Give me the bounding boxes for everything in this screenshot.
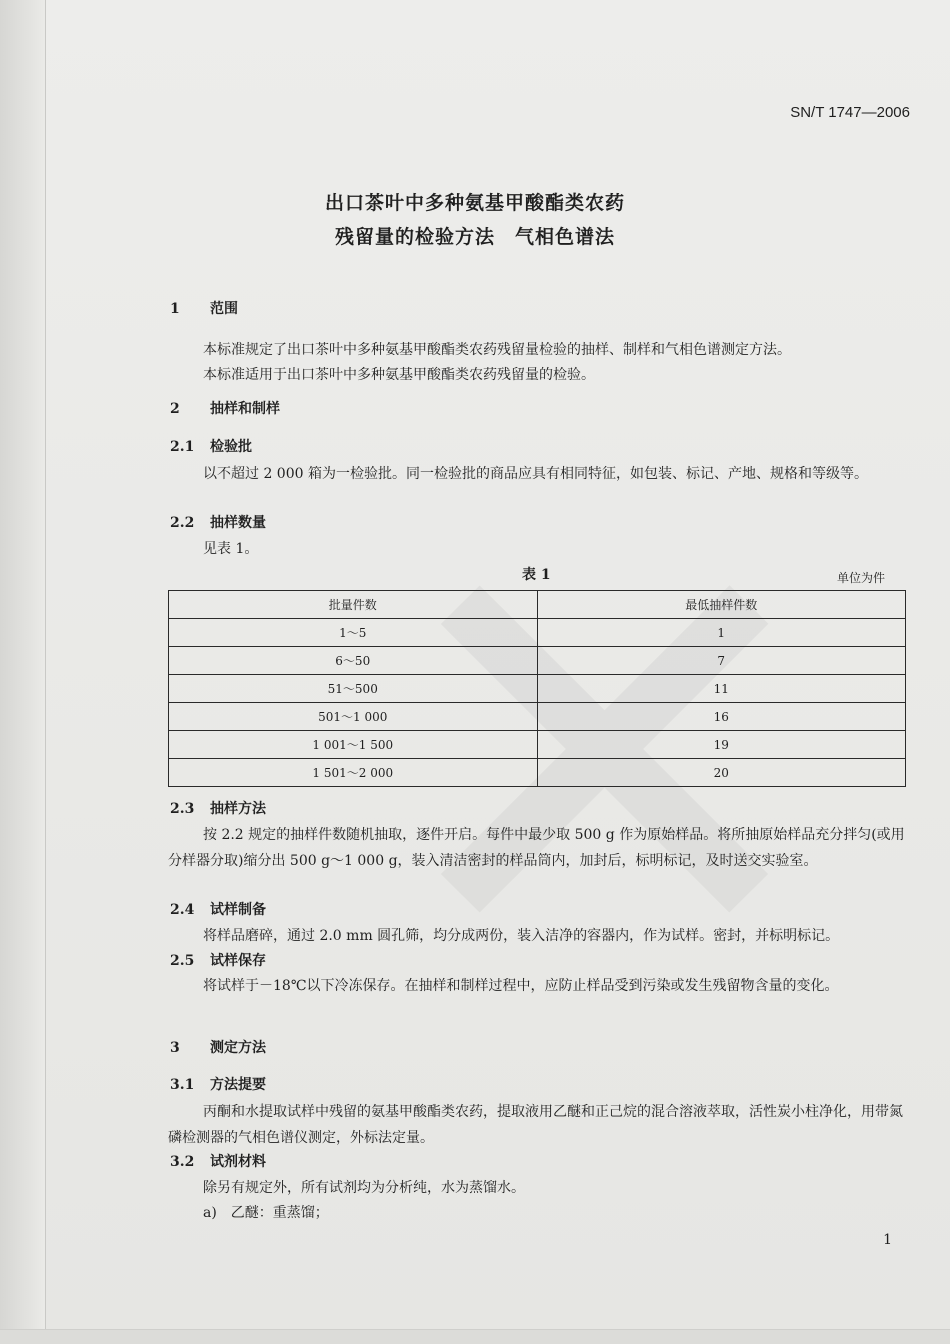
table-caption: 表 1 [522,567,551,583]
section-2-4-paragraph: 将样品磨碎，通过 2.0 mm 圆孔筛，均分成两份，装入洁净的容器内，作为试样。密封，并标明标记。 [203,928,840,944]
section-3-1-paragraph: 丙酮和水提取试样中残留的氨基甲酸酯类农药，提取液用乙醚和正己烷的混合溶液萃取，活性炭小柱净化，用带氮磷检测器的气相色谱仪测定，外标法定量。 [168,1104,903,1146]
cell-batch: 6～50 [169,647,538,675]
cell-batch: 1 501～2 000 [169,759,538,787]
section-number: 1 [170,301,180,317]
section-title: 试样制备 [210,902,266,918]
table-row [169,675,906,703]
header-batch-count: 批量件数 [169,591,538,619]
section-2-heading [170,398,280,418]
table-row [169,703,906,731]
section-3-heading [170,1037,266,1057]
table-row [169,731,906,759]
section-number: 3.1 [170,1077,195,1093]
section-2-2-paragraph: 见表 1。 [203,541,259,557]
table-unit: 单位为件 [837,571,886,585]
page-number: 1 [883,1232,892,1248]
section-3-2-heading [170,1151,266,1171]
section-number: 2.1 [170,439,195,455]
section-title: 抽样数量 [210,515,266,531]
section-3-1-heading [170,1074,266,1094]
cell-batch: 1 001～1 500 [169,731,538,759]
section-2-3-paragraph: 按 2.2 规定的抽样件数随机抽取，逐件开启。每件中最少取 500 g 作为原始样品。将所抽原始样品充分拌匀(或用分样器分取)缩分出 500 g～1 000 g，装入清洁密封的样品筒内，加封后，标明标记，及时送交实验室。 [168,827,905,869]
title-line-2: 残留量的检验方法 气相色谱法 [334,226,615,248]
section-2-2-heading [170,512,266,532]
cell-min: 11 [537,675,906,703]
section-title: 测定方法 [210,1040,266,1056]
cell-batch: 501～1 000 [169,703,538,731]
section-1-heading [170,298,238,318]
header-min-samples: 最低抽样件数 [537,591,906,619]
section-title: 方法提要 [210,1077,266,1093]
cell-min: 1 [537,619,906,647]
title-line-1: 出口茶叶中多种氨基甲酸酯类农药 [324,192,625,214]
cell-batch: 51～500 [169,675,538,703]
sampling-table [168,590,906,787]
section-2-1-paragraph: 以不超过 2 000 箱为一检验批。同一检验批的商品应具有相同特征，如包装、标记、产地、规格和等级等。 [203,466,868,482]
section-number: 2.4 [170,902,195,918]
section-title: 范围 [210,301,238,317]
section-number: 3 [170,1040,180,1056]
table-row [169,619,906,647]
section-number: 2.3 [170,801,195,817]
table-row [169,647,906,675]
table-header-row [169,591,906,619]
section-title: 试剂材料 [210,1154,266,1170]
section-title: 检验批 [210,439,252,455]
section-title: 试样保存 [210,953,266,969]
section-number: 2 [170,401,180,417]
table-row [169,759,906,787]
cell-batch: 1～5 [169,619,538,647]
section-title: 抽样方法 [210,801,266,817]
section-2-5-paragraph: 将试样于－18℃以下冷冻保存。在抽样和制样过程中，应防止样品受到污染或发生残留物含量的变化。 [203,978,839,994]
section-number: 2.2 [170,515,195,531]
section-1-paragraph-2: 本标准适用于出口茶叶中多种氨基甲酸酯类农药残留量的检验。 [203,367,595,383]
page-bottom-edge [0,1329,950,1344]
section-3-2-paragraph: 除另有规定外，所有试剂均为分析纯，水为蒸馏水。 [203,1180,525,1196]
section-1-paragraph-1: 本标准规定了出口茶叶中多种氨基甲酸酯类农药残留量检验的抽样、制样和气相色谱测定方法。 [203,342,791,358]
section-number: 3.2 [170,1154,195,1170]
section-2-3-heading [170,798,266,818]
section-number: 2.5 [170,953,195,969]
reagent-item-a: a) 乙醚：重蒸馏； [203,1205,329,1221]
section-2-4-heading [170,899,266,919]
cell-min: 19 [537,731,906,759]
section-2-5-heading [170,950,266,970]
cell-min: 16 [537,703,906,731]
section-2-1-heading [170,436,252,456]
cell-min: 20 [537,759,906,787]
cell-min: 7 [537,647,906,675]
section-title: 抽样和制样 [210,401,280,417]
standard-code: SN/T 1747—2006 [790,104,910,121]
